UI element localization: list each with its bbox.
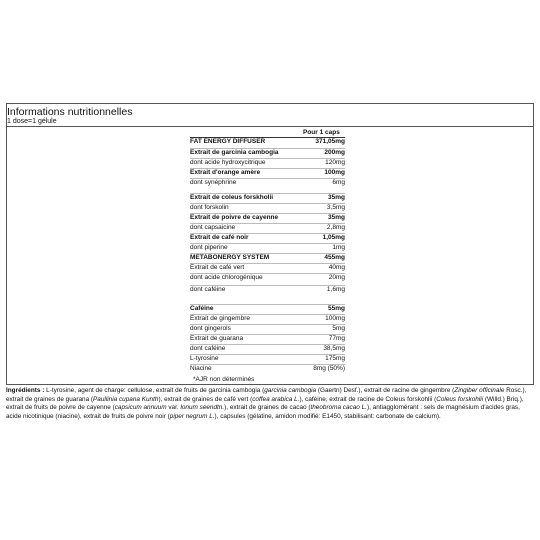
ingredient-text: ), caféine, extrait de racine de Coleus forskohlii ( bbox=[299, 395, 437, 403]
nutrient-value: 35mg bbox=[295, 213, 345, 223]
ingredient-latin-name: lonum seendtn. bbox=[180, 404, 225, 412]
nutrient-value: 200mg bbox=[295, 148, 345, 158]
ingredient-latin-name: coffea arabica L. bbox=[252, 395, 300, 403]
dose-subtitle: 1 dose=1 gélule bbox=[7, 118, 57, 125]
nutrient-value: 38,5mg bbox=[295, 344, 345, 354]
table-row bbox=[190, 158, 345, 168]
ingredient-text: L-tyrosine, agent de charge: cellulose, extrait de fruits de garcinia cambogia ( bbox=[44, 387, 265, 394]
nutrient-label: FAT ENERGY DIFFUSER bbox=[190, 138, 266, 145]
ingredient-text: var. bbox=[166, 404, 181, 412]
ingredient-latin-name: piper negrum L. bbox=[169, 412, 215, 420]
ingredient-text: ), capsules (gélatine, amidon modifié: E1450, stabilisant: carbonate de calcium). bbox=[214, 412, 441, 420]
nutrient-label: dont caféine bbox=[190, 285, 295, 304]
nutrient-value: 371,05mg bbox=[315, 138, 345, 145]
nutrient-label: Extrait de gingembre bbox=[190, 314, 295, 324]
ingredient-text: (Willd.) Briq.), extrait de fruits de poivre de cayenne ( bbox=[6, 395, 524, 412]
table-row bbox=[190, 223, 345, 233]
table-row bbox=[190, 233, 345, 243]
nutrient-value: 35mg bbox=[295, 193, 345, 203]
table-row bbox=[190, 203, 345, 213]
ingredient-latin-name: theobroma cacao L. bbox=[310, 404, 367, 412]
nutrient-label: L-tyrosine bbox=[190, 354, 295, 364]
nutrient-value: 1mg bbox=[295, 243, 345, 253]
nutrient-label: Extrait d'orange amère bbox=[190, 168, 295, 178]
table-row bbox=[190, 314, 345, 324]
column-header: Pour 1 caps bbox=[303, 129, 340, 136]
nutrient-label: Extrait de poivre de cayenne bbox=[190, 213, 295, 223]
table-row bbox=[190, 334, 345, 344]
nutrient-value: 20mg bbox=[295, 273, 345, 285]
table-row bbox=[190, 168, 345, 178]
nutrient-label: Extrait de café noir bbox=[190, 233, 295, 243]
ingredient-text: ), extrait de graines de café vert ( bbox=[158, 395, 253, 403]
table-row bbox=[190, 354, 345, 364]
ingredients-text bbox=[6, 387, 530, 421]
nutrient-value: 5mg bbox=[295, 324, 345, 334]
nutrient-value: 40mg bbox=[295, 263, 345, 273]
ingredient-latin-name: capsicum annuum bbox=[114, 404, 167, 412]
nutrient-label: Extrait de garcinia cambogia bbox=[190, 148, 295, 158]
panel-title: Informations nutritionnelles bbox=[7, 106, 133, 118]
table-row bbox=[190, 193, 345, 203]
nutrient-label: Extrait de café vert bbox=[190, 263, 295, 273]
nutrient-label: dont gingerols bbox=[190, 324, 295, 334]
nutrient-value: 1,6mg bbox=[295, 285, 345, 304]
nutrient-label: dont piperine bbox=[190, 243, 295, 253]
table-row bbox=[190, 263, 345, 273]
ingredient-latin-name: Paullinia cupana Kunth bbox=[93, 395, 159, 403]
nutrition-table bbox=[190, 138, 345, 374]
table-row bbox=[190, 364, 345, 374]
nutrient-value: 1,05mg bbox=[295, 233, 345, 243]
nutrient-label: dont caféine bbox=[190, 344, 295, 354]
nutrient-value: 100mg bbox=[295, 314, 345, 324]
table-row bbox=[190, 213, 345, 223]
nutrient-value: 120mg bbox=[295, 158, 345, 168]
table-row bbox=[190, 148, 345, 158]
nutrient-value: 175mg bbox=[295, 354, 345, 364]
table-row bbox=[190, 324, 345, 334]
table-row bbox=[190, 304, 345, 314]
table-row bbox=[190, 285, 345, 304]
ingredients-label: Ingrédients : bbox=[6, 387, 45, 394]
ajr-note: *AJR non déterminés bbox=[193, 376, 255, 383]
table-row bbox=[190, 344, 345, 354]
ingredient-text: ), extrait de graines de cacao ( bbox=[224, 404, 311, 412]
ingredient-text: Rosc.), extrait de graines de guarana ( bbox=[6, 387, 527, 403]
nutrient-label: dont capsaicine bbox=[190, 223, 295, 233]
nutrient-value: 100mg bbox=[295, 168, 345, 178]
nutrient-label: dont forskolin bbox=[190, 203, 295, 213]
title-divider bbox=[6, 126, 534, 127]
nutrient-label: dont acide hydroxycitrique bbox=[190, 158, 295, 168]
nutrient-value: 455mg bbox=[295, 253, 345, 263]
nutrient-label: dont acide chlorogénique bbox=[190, 273, 295, 285]
ingredient-latin-name: garcinia cambogia bbox=[264, 387, 317, 394]
ingredient-text: ), antiagglomérant : sels de magnésium d'acides gras, acide nicotinique (niacine), extrait de fruits de poivre noir ( bbox=[6, 404, 520, 420]
nutrient-value: 2,8mg bbox=[295, 223, 345, 233]
nutrient-value: 3,5mg bbox=[295, 203, 345, 213]
nutrient-label: Niacine bbox=[190, 364, 295, 374]
ingredient-latin-name: Zingiber officinale bbox=[454, 387, 505, 394]
ingredient-latin-name: Coleus forskohlii bbox=[436, 395, 484, 403]
nutrient-value: 8mg (50%) bbox=[295, 364, 345, 374]
table-row bbox=[190, 253, 345, 263]
table-row bbox=[190, 243, 345, 253]
table-row bbox=[190, 138, 345, 148]
nutrient-label: dont synéphrine bbox=[190, 178, 295, 193]
nutrient-value: 6mg bbox=[295, 178, 345, 193]
ingredient-text: (Gaertn) Desf.), extrait de racine de gingembre ( bbox=[316, 387, 455, 394]
nutrient-label: Extrait de coleus forskholii bbox=[190, 193, 295, 203]
nutrient-value: 77mg bbox=[295, 334, 345, 344]
table-row bbox=[190, 273, 345, 285]
nutrient-label: METABONERGY SYSTEM bbox=[190, 253, 295, 263]
table-row bbox=[190, 178, 345, 193]
nutrient-label: Caféine bbox=[190, 304, 295, 314]
nutrient-label: Extrait de guarana bbox=[190, 334, 295, 344]
nutrient-value: 55mg bbox=[295, 304, 345, 314]
